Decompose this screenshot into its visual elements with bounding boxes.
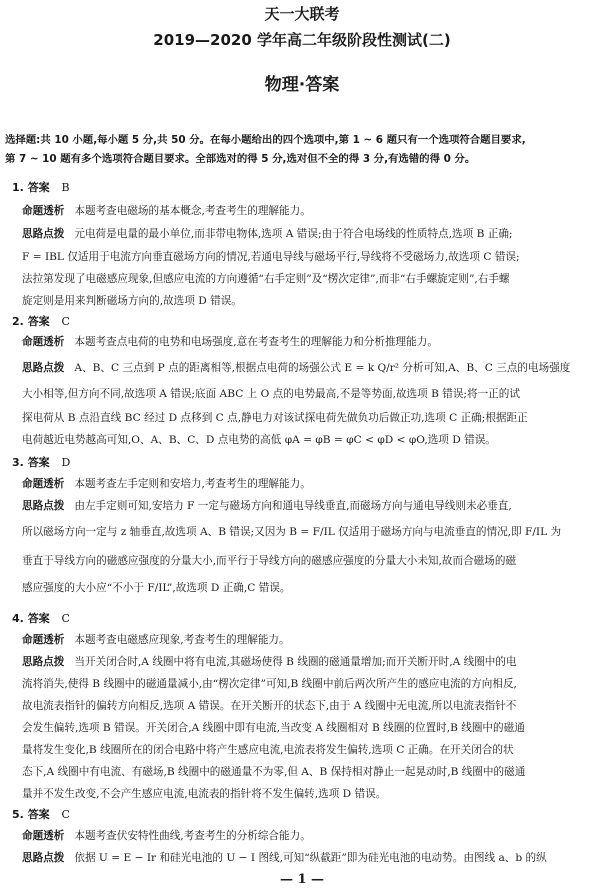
q1-hint-line-3: 法拉第发现了电磁感应现象,但感应电流的方向遵循“右手定则”及“楞次定律”,而非“右手螺旋定则”,右手螺 [22, 273, 510, 285]
q5-hint-line-1 [22, 850, 588, 865]
q3-hint-text-1: 由左手定则可知,安培力 F 一定与磁场方向和通电导线垂直,而磁场方向与通电导线则未必垂直, [74, 500, 512, 512]
q1-hint-line-4: 旋定则是用来判断磁场方向的,故选项 D 错误。 [22, 295, 242, 307]
q4-hint-line-1 [22, 654, 588, 669]
q1-analysis [22, 203, 588, 218]
q3-hint-line-3: 垂直于导线方向的磁感应强度的分量大小,而平行于导线方向的磁感应强度的分量大小未知,故而合磁场的磁 [22, 555, 517, 567]
q4-hint-line-7: 量并不发生改变,不会产生感应电流,电流表的指针将不发生偏转,选项 D 错误。 [22, 788, 387, 800]
q2-answer [12, 313, 70, 329]
analysis-label: 命题透析 [22, 336, 65, 348]
header-exam-title: 2019—2020 学年高二年级阶段性测试(二) [153, 31, 451, 49]
q4-analysis-text: 本题考查电磁感应现象,考查考生的理解能力。 [74, 634, 290, 646]
q1-answer [12, 179, 70, 195]
analysis-label: 命题透析 [22, 634, 65, 646]
page-number: — 1 — [279, 872, 325, 887]
header-exam-name: 天一大联考 [264, 5, 340, 23]
intro-line-2: 第 7 ~ 10 题有多个选项符合题目要求。全部选对的得 5 分,选对但不全的得 3 分,有选错的得 0 分。 [5, 153, 476, 165]
q5-hint-text-1: 依据 U = E − Ir 和硅光电池的 U − I 图线,可知“纵截距”即为硅光电池的电动势。由图线 a、b 的纵 [74, 852, 547, 864]
q4-number: 4. [12, 612, 24, 625]
q2-hint-line-1 [22, 360, 588, 375]
q4-answer-value: C [61, 612, 70, 625]
q2-hint-line-2: 大小相等,但方向不同,故选项 A 错误;底面 ABC 上 O 点的电势最高,不是等势面,故选项 B 错误;将一正的试 [22, 388, 520, 400]
answer-label: 答案 [27, 456, 50, 469]
answer-label: 答案 [27, 808, 50, 821]
hint-label: 思路点拨 [22, 852, 65, 864]
q3-analysis [22, 476, 588, 491]
q2-analysis-text: 本题考查点电荷的电势和电场强度,意在考查考生的理解能力和分析推理能力。 [74, 336, 438, 348]
q4-hint-line-4: 会发生偏转,选项 B 错误。开关闭合,A 线圈中即有电流,当改变 A 线圈相对 B 线圈的位置时,B 线圈中的磁通 [22, 722, 525, 734]
q2-number: 2. [12, 315, 24, 328]
q3-hint-line-4: 感应强度的大小应“不小于 F/IL”,故选项 D 正确,C 错误。 [22, 582, 291, 594]
answer-label: 答案 [27, 181, 50, 194]
q2-analysis [22, 334, 588, 349]
q5-analysis-text: 本题考查伏安特性曲线,考查考生的分析综合能力。 [74, 830, 311, 842]
q3-analysis-text: 本题考查左手定则和安培力,考查考生的理解能力。 [74, 478, 311, 490]
q1-answer-value: B [61, 181, 70, 194]
hint-label: 思路点拨 [22, 500, 65, 512]
q5-analysis [22, 828, 588, 843]
q1-hint-text-1: 元电荷是电量的最小单位,而非带电物体,选项 A 错误;由于符合电场线的性质特点,选项 B 正确; [74, 228, 513, 240]
q4-answer [12, 610, 70, 626]
q1-number: 1. [12, 181, 24, 194]
q3-answer [12, 454, 70, 470]
q5-number: 5. [12, 808, 24, 821]
q3-hint-line-1 [22, 498, 588, 513]
q4-hint-line-6: 态下,A 线圈中有电流、有磁场,B 线圈中的磁通量不为零,但 A、B 保持相对静止一起晃动时,B 线圈中的磁通 [22, 766, 526, 778]
q4-hint-line-2: 流将消失,使得 B 线圈中的磁通量减小,由“楞次定律”可知,B 线圈中前后两次所产生的感应电流的方向相反, [22, 678, 517, 690]
intro-line-1: 选择题:共 10 小题,每小题 5 分,共 50 分。在每小题给出的四个选项中,第 1 ~ 6 题只有一个选项符合题目要求, [5, 134, 526, 146]
q5-answer-value: C [61, 808, 70, 821]
q3-number: 3. [12, 456, 24, 469]
q3-hint-line-2: 所以磁场方向一定与 z 轴垂直,故选项 A、B 错误;又因为 B = F/IL 仅适用于磁场方向与电流垂直的情况,即 F/IL 为 [22, 526, 562, 538]
hint-label: 思路点拨 [22, 656, 65, 668]
q5-answer [12, 806, 70, 822]
hint-label: 思路点拨 [22, 362, 65, 374]
analysis-label: 命题透析 [22, 205, 65, 217]
answer-label: 答案 [27, 315, 50, 328]
q2-hint-line-3: 探电荷从 B 点沿直线 BC 经过 D 点移到 C 点,静电力对该试探电荷先做负功后做正功,选项 C 正确;根据距正 [22, 412, 528, 424]
analysis-label: 命题透析 [22, 830, 65, 842]
q2-answer-value: C [61, 315, 70, 328]
q4-hint-line-3: 故电流表指针的偏转方向相反,选项 A 错误。在开关断开的状态下,由于 A 线圈中无电流,所以电流表指针不 [22, 700, 517, 712]
q3-answer-value: D [61, 456, 71, 469]
q2-hint-line-4: 电荷越近电势越高可知,O、A、B、C、D 点电势的高低 φA = φB = φC < φD < φO,选项 D 错误。 [22, 434, 496, 446]
q2-hint-text-1: A、B、C 三点到 P 点的距离相等,根据点电荷的场强公式 E = k Q/r² 分析可知,A、B、C 三点的电场强度 [74, 362, 571, 374]
q1-analysis-text: 本题考查电磁场的基本概念,考查考生的理解能力。 [74, 205, 311, 217]
q4-hint-line-5: 量将发生变化,B 线圈所在的闭合电路中将产生感应电流,电流表将发生偏转,选项 C 正确。在开关闭合的状 [22, 744, 514, 756]
q1-hint-line-1 [22, 226, 588, 241]
answer-label: 答案 [27, 612, 50, 625]
q4-hint-text-1: 当开关闭合时,A 线圈中将有电流,其磁场使得 B 线圈的磁通量增加;而开关断开时,A 线圈中的电 [74, 656, 517, 668]
analysis-label: 命题透析 [22, 478, 65, 490]
q1-hint-line-2: F = IBL 仅适用于电流方向垂直磁场方向的情况,若通电导线与磁场平行,导线将不受磁场力,故选项 C 错误; [22, 251, 520, 263]
header-subject-title: 物理·答案 [264, 75, 340, 95]
hint-label: 思路点拨 [22, 228, 65, 240]
q4-analysis [22, 632, 588, 647]
